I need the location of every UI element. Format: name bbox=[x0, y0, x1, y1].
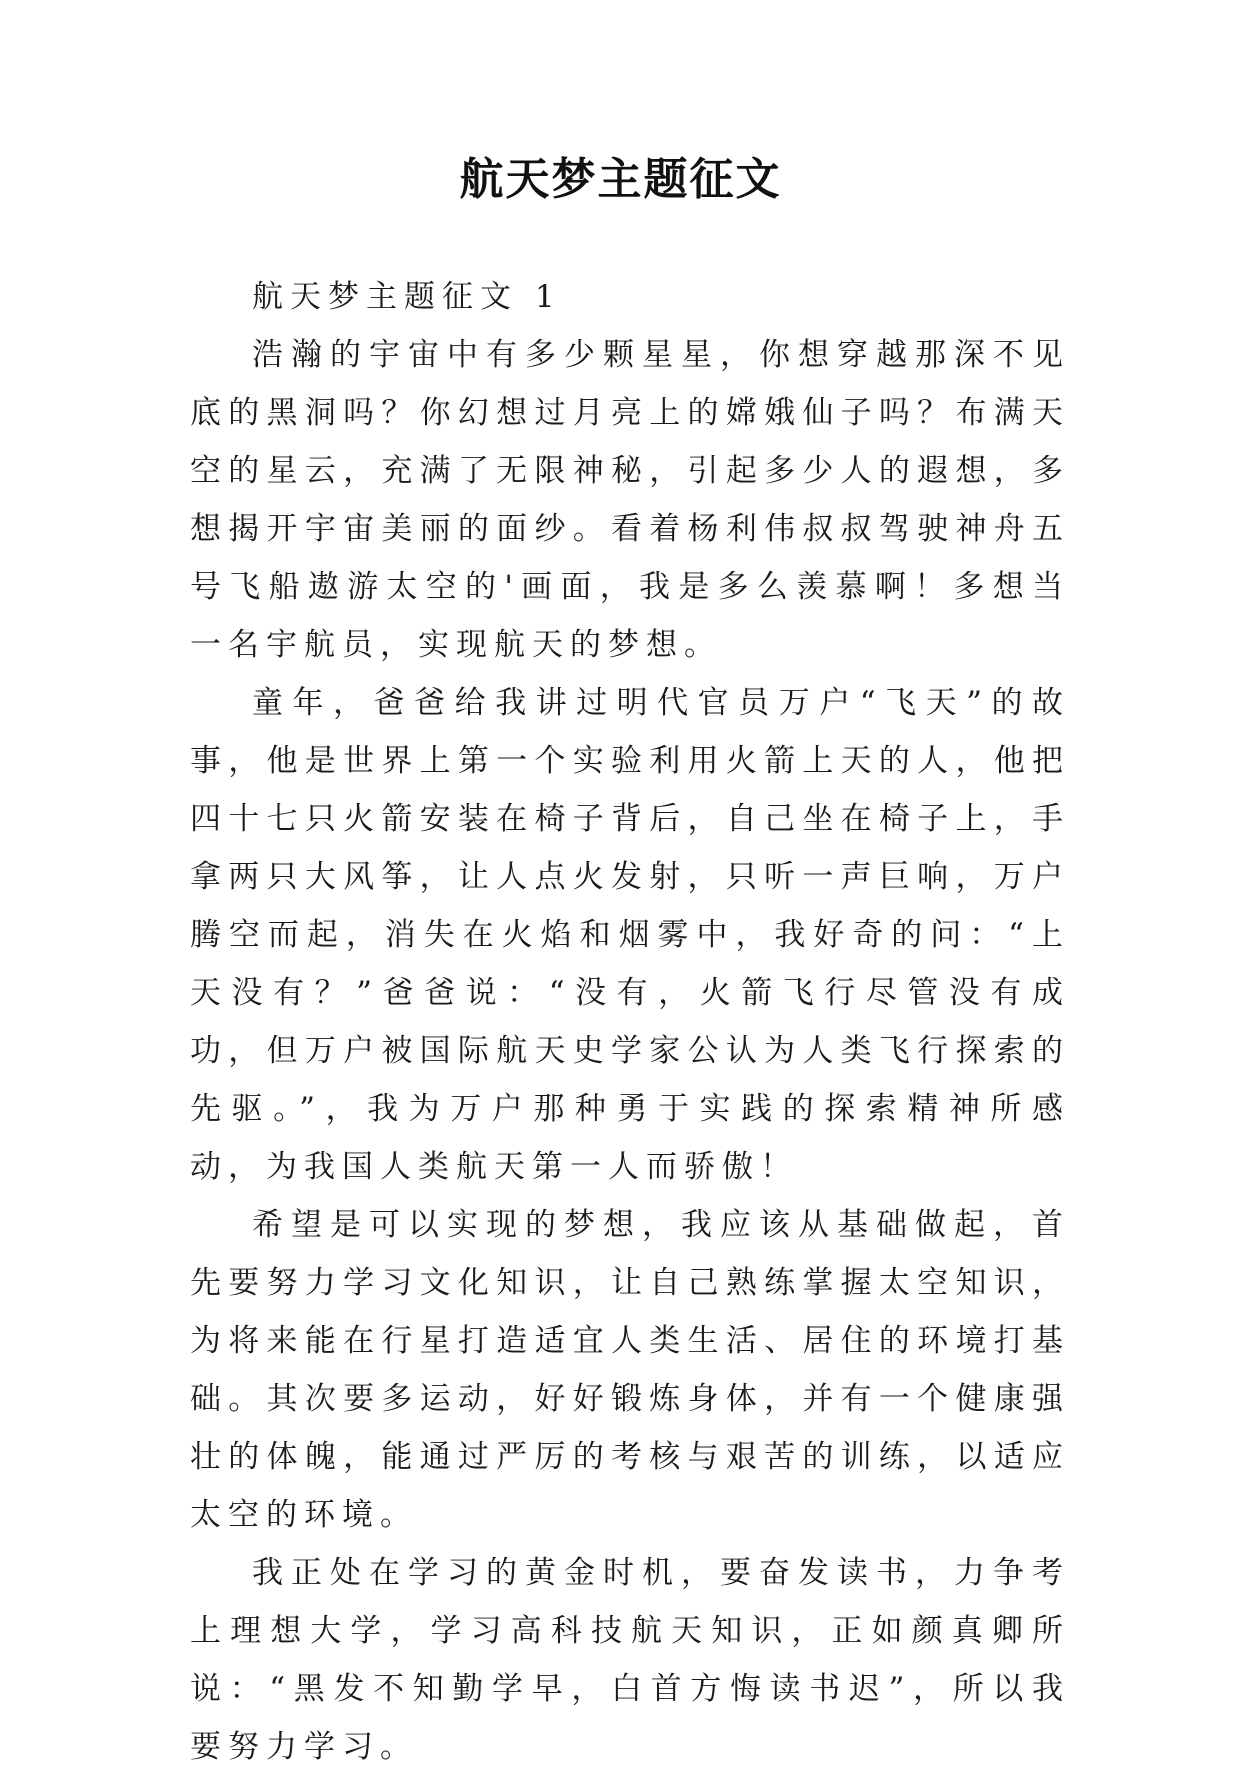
document-body bbox=[190, 268, 1070, 1776]
paragraph-1: 浩瀚的宇宙中有多少颗星星，你想穿越那深不见底的黑洞吗？你幻想过月亮上的嫦娥仙子吗？布满天空的星云，充满了无限神秘，引起多少人的遐想，多想揭开宇宙美丽的面纱。看着杨利伟叔叔驾驶神舟五号飞船遨游太空的'画面，我是多么羡慕啊！多想当一名宇航员，实现航天的梦想。 bbox=[190, 337, 1070, 663]
paragraph-2: 童年，爸爸给我讲过明代官员万户“飞天”的故事，他是世界上第一个实验利用火箭上天的人，他把四十七只火箭安装在椅子背后，自己坐在椅子上，手拿两只大风筝，让人点火发射，只听一声巨响，万户腾空而起，消失在火焰和烟雾中，我好奇的问：“上天没有？”爸爸说：“没有，火箭飞行尽管没有成功，但万户被国际航天史学家公认为人类飞行探索的先驱。”，我为万户那种勇于实践的探索精神所感动，为我国人类航天第一人而骄傲！ bbox=[190, 685, 1070, 1185]
paragraph-3: 希望是可以实现的梦想，我应该从基础做起，首先要努力学习文化知识，让自己熟练掌握太空知识，为将来能在行星打造适宜人类生活、居住的环境打基础。其次要多运动，好好锻炼身体，并有一个健康强壮的体魄，能通过严厉的考核与艰苦的训练，以适应太空的环境。 bbox=[190, 1207, 1070, 1533]
document-title: 航天梦主题征文 bbox=[459, 154, 782, 205]
paragraph-4: 我正处在学习的黄金时机，要奋发读书，力争考上理想大学，学习高科技航天知识，正如颜真卿所说：“黑发不知勤学早，白首方悔读书迟”，所以我要努力学习。 bbox=[190, 1555, 1070, 1765]
section-heading: 航天梦主题征文 1 bbox=[252, 279, 562, 315]
